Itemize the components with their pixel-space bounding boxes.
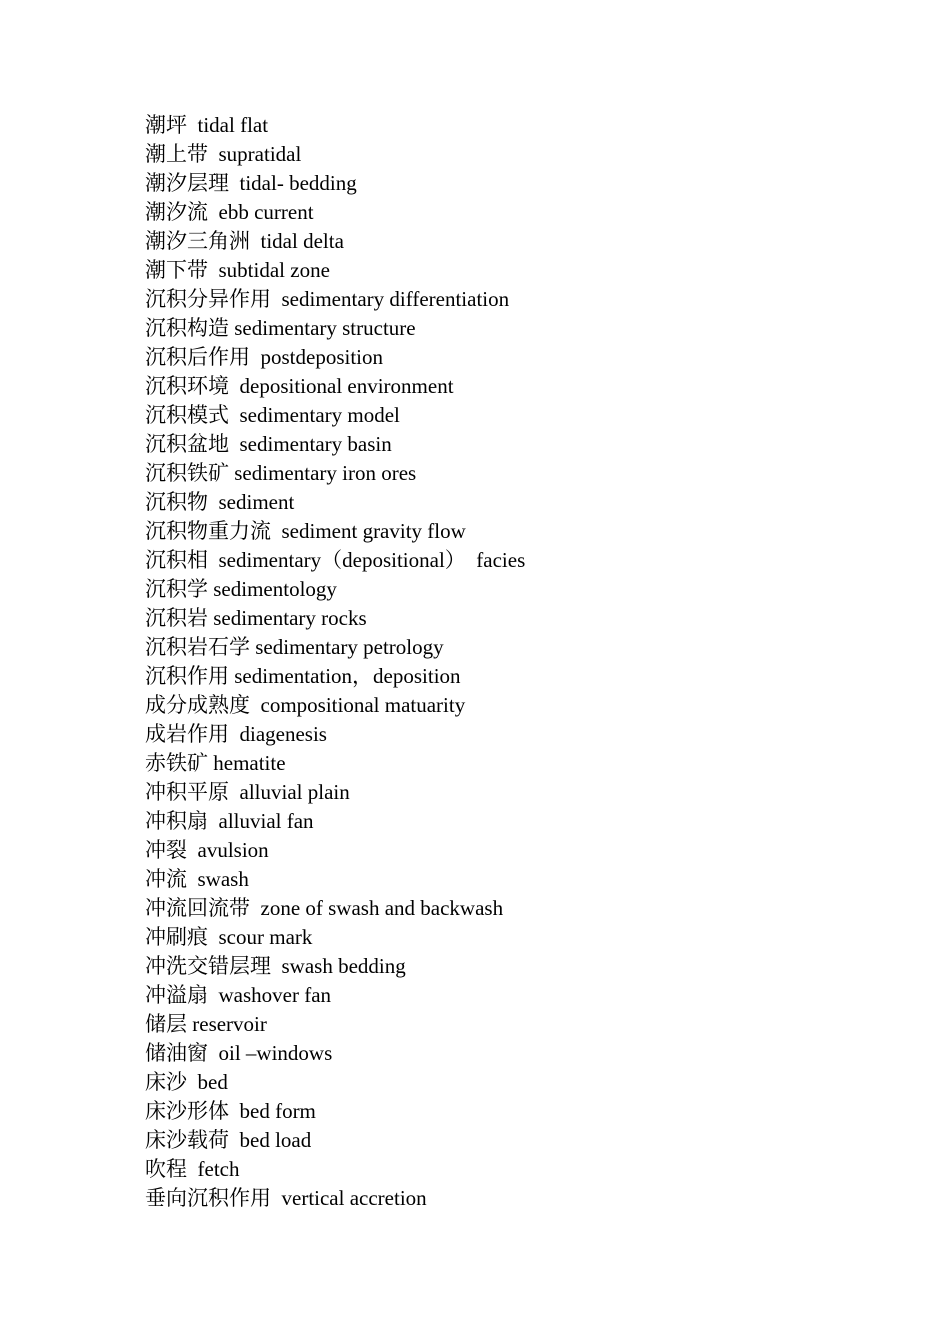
glossary-entry: 冲刷痕 scour mark [145,925,313,949]
glossary-entry: 冲积平原 alluvial plain [145,780,350,804]
glossary-entry: 冲洗交错层理 swash bedding [145,954,406,978]
glossary-entry: 床沙 bed [145,1070,228,1094]
glossary-entry: 吹程 fetch [145,1157,240,1181]
glossary-entry: 沉积学 sedimentology [145,577,337,601]
glossary-entry: 沉积相 sedimentary（depositional） facies [145,548,526,572]
glossary-entry: 沉积物 sediment [145,490,295,514]
glossary-entry: 潮上带 supratidal [145,142,302,166]
glossary-list [145,111,525,1213]
glossary-entry: 沉积岩石学 sedimentary petrology [145,635,444,659]
glossary-entry: 潮坪 tidal flat [145,113,269,137]
glossary-entry: 潮汐流 ebb current [145,200,314,224]
glossary-entry: 沉积物重力流 sediment gravity flow [145,519,466,543]
glossary-entry: 床沙载荷 bed load [145,1128,312,1152]
glossary-entry: 储油窗 oil –windows [145,1041,333,1065]
glossary-entry: 成岩作用 diagenesis [145,722,327,746]
glossary-entry: 沉积铁矿 sedimentary iron ores [145,461,417,485]
glossary-entry: 沉积岩 sedimentary rocks [145,606,367,630]
glossary-entry: 沉积环境 depositional environment [145,374,454,398]
glossary-entry: 赤铁矿 hematite [145,751,286,775]
glossary-entry: 成分成熟度 compositional matuarity [145,693,466,717]
glossary-entry: 床沙形体 bed form [145,1099,316,1123]
glossary-entry: 冲积扇 alluvial fan [145,809,314,833]
glossary-entry: 潮汐三角洲 tidal delta [145,229,344,253]
glossary-entry: 沉积构造 sedimentary structure [145,316,416,340]
glossary-entry: 潮汐层理 tidal- bedding [145,171,357,195]
glossary-entry: 冲溢扇 washover fan [145,983,332,1007]
glossary-entry: 冲裂 avulsion [145,838,269,862]
glossary-entry: 储层 reservoir [145,1012,267,1036]
glossary-entry: 沉积作用 sedimentation，deposition [145,664,461,688]
glossary-entry: 沉积后作用 postdeposition [145,345,384,369]
glossary-entry: 沉积模式 sedimentary model [145,403,400,427]
glossary-entry: 潮下带 subtidal zone [145,258,330,282]
glossary-entry: 垂向沉积作用 vertical accretion [145,1186,427,1210]
glossary-entry: 冲流 swash [145,867,249,891]
glossary-entry: 冲流回流带 zone of swash and backwash [145,896,504,920]
glossary-entry: 沉积盆地 sedimentary basin [145,432,392,456]
glossary-entry: 沉积分异作用 sedimentary differentiation [145,287,510,311]
